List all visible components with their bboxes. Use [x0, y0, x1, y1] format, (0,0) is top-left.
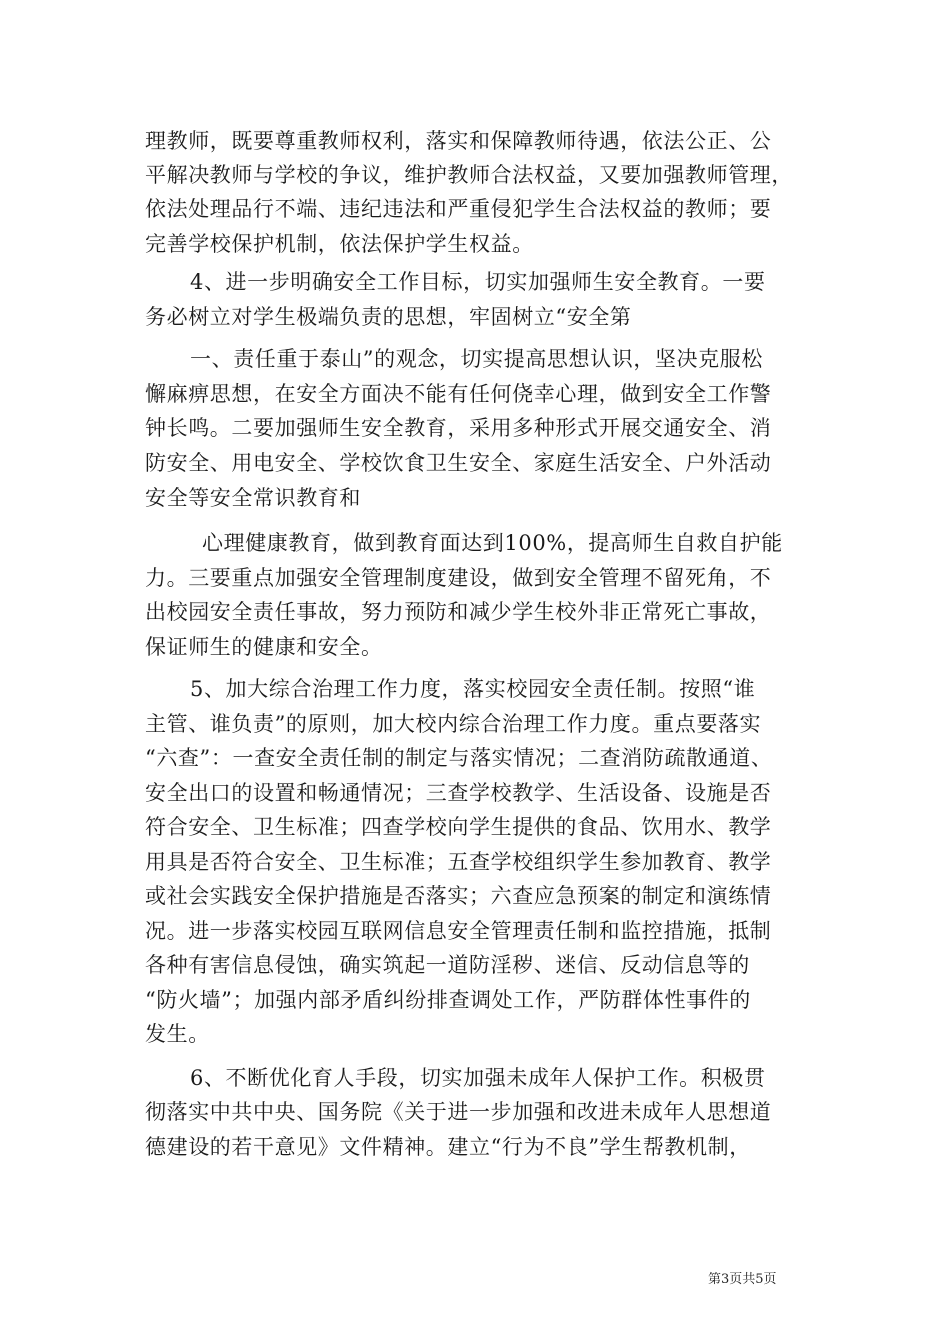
text-line: 依法处理品行不端、违纪违法和严重侵犯学生合法权益的教师；要: [145, 197, 772, 221]
paragraph-start-line: 6、不断优化育人手段，切实加强未成年人保护工作。积极贯: [190, 1066, 766, 1090]
text-line: 德建设的若干意见》文件精神。建立“行为不良”学生帮教机制，: [145, 1135, 751, 1159]
text-line: 各种有害信息侵蚀，确实筑起一道防淫秽、迷信、反动信息等的: [145, 953, 750, 977]
text-line: 出校园安全责任事故，努力预防和减少学生校外非正常死亡事故，: [145, 600, 772, 624]
paragraph-start-line: 4、进一步明确安全工作目标，切实加强师生安全教育。一要: [190, 270, 766, 294]
text-line: 主管、谁负责”的原则，加大校内综合治理工作力度。重点要落实: [145, 712, 762, 736]
text-line: 完善学校保护机制，依法保护学生权益。: [145, 232, 534, 256]
text-line: 理教师，既要尊重教师权利，落实和保障教师待遇，依法公正、公: [145, 129, 772, 153]
paragraph-start-line: 心理健康教育，做到教育面达到100%，提高师生自救自护能: [202, 531, 783, 555]
text-line: 符合安全、卫生标准；四查学校向学生提供的食品、饮用水、教学: [145, 815, 772, 839]
text-line: 发生。: [145, 1022, 210, 1046]
text-line: 钟长鸣。二要加强师生安全教育，采用多种形式开展交通安全、消: [145, 416, 772, 440]
paragraph-start-line: 一、责任重于泰山”的观念，切实提高思想认识，坚决克服松: [190, 347, 763, 371]
text-line: 或社会实践安全保护措施是否落实；六查应急预案的制定和演练情: [145, 884, 772, 908]
text-line: 力。三要重点加强安全管理制度建设，做到安全管理不留死角，不: [145, 566, 772, 590]
text-line: “防火墙”；加强内部矛盾纠纷排查调处工作，严防群体性事件的: [145, 988, 751, 1012]
text-line: 安全出口的设置和畅通情况；三查学校教学、生活设备、设施是否: [145, 781, 772, 805]
text-line: 平解决教师与学校的争议，维护教师合法权益，又要加强教师管理，: [145, 163, 793, 187]
text-line: 彻落实中共中央、国务院《关于进一步加强和改进未成年人思想道: [145, 1100, 772, 1124]
page-number: 第3页共5页: [708, 1272, 777, 1287]
paragraph-start-line: 5、加大综合治理工作力度，落实校园安全责任制。按照“谁: [190, 677, 756, 701]
text-line: 用具是否符合安全、卫生标准；五查学校组织学生参加教育、教学: [145, 850, 772, 874]
text-line: 懈麻痹思想，在安全方面决不能有任何侥幸心理，做到安全工作警: [145, 382, 772, 406]
text-line: “六查”：一查安全责任制的制定与落实情况；二查消防疏散通道、: [145, 746, 773, 770]
text-line: 况。进一步落实校园互联网信息安全管理责任制和监控措施，抵制: [145, 919, 772, 943]
text-line: 安全等安全常识教育和: [145, 486, 361, 510]
text-line: 务必树立对学生极端负责的思想，牢固树立“安全第: [145, 305, 632, 329]
text-line: 防安全、用电安全、学校饮食卫生安全、家庭生活安全、户外活动: [145, 451, 772, 475]
text-line: 保证师生的健康和安全。: [145, 635, 383, 659]
